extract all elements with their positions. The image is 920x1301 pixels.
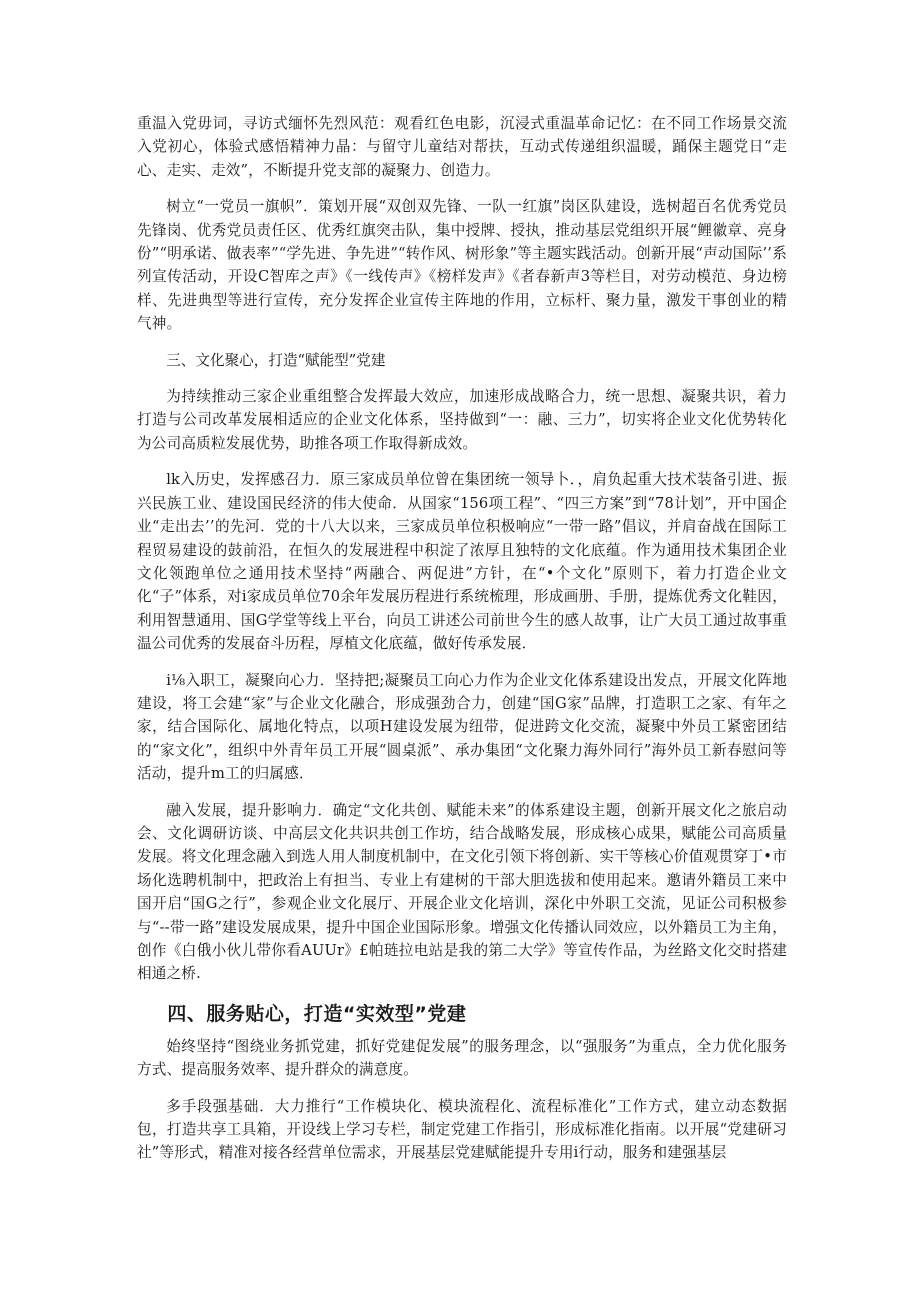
paragraph-culture-intro: 为持续推动三家企业重组整合发挥最大效应，加速形成战略合力，统一思想、凝聚共识，着力打造与公司改革发展相适应的企业文化体系，坚持做到“一：融、三力”，切实将企业文化优势转化为公司高质粒发展优势，助推各项工作取得新成效。 — [137, 388, 787, 452]
paragraph-foundation: 多手段强基础．大力推行“工作模块化、模块流程化、流程标准化”工作方式，建立动态数据包，打造共享工具箱，开设线上学习专栏，制定党建工作指引，形成标准化指南。以开展“党建研习社”等形式，精准对接各经营单位需求，开展基层党建赋能提升专用i行动，服务和建强基层 — [137, 1097, 787, 1162]
paragraph-service-intro: 始终坚持“图绕业务抓党建，抓好党建促发展”的服务理念，以“强服务”为重点，全力优化服务方式、提高服务效率、提升群众的满意度。 — [137, 1037, 787, 1079]
paragraph-continued: 重温入党毋词，寻访式缅怀先烈风范：观看红色电影，沉浸式重温革命记忆：在不同工作场景交流入党初心，体验式感悟精神力晶：与留守儿童结对帮扶，互动式传递组织温暖，踊保主题党日“走心、走实、走效”，不断提升党支部的凝聚力、创造力。 — [137, 115, 787, 179]
document-body — [137, 112, 787, 1178]
paragraph-history: lk入历史，发挥感召力．原三家成员单位曾在集团统一领导卜．，肩负起重大技术装备引进、振兴民族工业、建设国民经济的伟大使命．从国家“156项工程”、“四三方案”到“78计划”，开中国企业“走出去’’的先河．党的十八大以来，三家成员单位积极响应“一带一路”倡议，并肩奋战在国际工程贸易建设的鼓前沿，在恒久的发展进程中积淀了浓厚且独特的文化底蕴。作为通用技术集团企业文化领跑单位之通用技术坚持“两融合、两促进”方针，在“•个文化”原则下，着力打造企业文化“子”体系，对i家成员单位70余年发展历程进行系统梳理，形成画册、手册，提炼优秀文化鞋因，利用智慧通用、国G学堂等线上平台，向员工讲述公司前世今生的感人故事，让广大员工通过故事重温公司优秀的发展奋斗历程，厚植文化底蕴，做好传承发展． — [137, 471, 787, 653]
subheading-culture: 三、文化聚心，打造“赋能型”党建 — [166, 351, 386, 369]
paragraph-development: 融入发展，提升影响力．确定“文化共创、赋能未来”的体系建设主题，创新开展文化之旅启动会、文化调研访谈、中高层文化共识共创工作坊，结合战略发展，形成核心成果，赋能公司高质量发展。将文化理念融入到选人用人制度机制中，在文化引领下将创新、实干等核心价值观贯穿丁•市场化选聘机制中，把政治上有担当、专业上有建树的干部大胆选拔和使用起来。邀请外籍员工来中国开启“国G之行”，参观企业文化展厅、开展企业文化培训，深化中外职工交流，见证公司积极参与“--带一路”建设发展成果，提升中国企业国际形象。增强文化传播认同效应，以外籍员工为主角，创作《白俄小伙儿带你看AUUr》£帕琏拉电站是我的第二大学》等宣传作品，为丝路文化交时搭建相通之桥. — [137, 801, 787, 983]
section-heading-service: 四、服务贴心，打造“实效型”党建 — [167, 1002, 467, 1025]
paragraph-employees: i⅛入职工，凝聚向心力．坚持把;凝聚员工向心力作为企业文化体系建设出发点，开展文化阵地建设，将工会建“家”与企业文化融合，形成强劲合力，创建“国G家”品牌，打造职工之家、有年之家，结合国际化、属地化特点，以项H建设发展为纽带，促进跨文化交流，凝聚中外员工紧密团结的“家文化”，组织中外青年员工开展“圆桌派”、承办集团“文化聚力海外同行”海外员工新春慰问等活动，提升m工的归属感． — [137, 671, 787, 783]
paragraph-flag-bearer: 树立“一党员一旗帜”．策划开展“双创双先锋、一队一红旗”岗区队建设，选树超百名优秀党员先锋岗、优秀党员责任区、优秀红旗突击队，集中授牌、授执，推动基层党组织开展“鲤徽章、亮身份”“明承诺、做表率”“学先进、争先进”“转作风、树形象”等主题实践活动。创新开展“声动国际’’系列宣传活动，开设C智库之声》《一线传声》《榜样发声》《者春新声3等栏目，对劳动模范、身边榜样、先进典型等进行宣传，充分发挥企业宣传主阵地的作用，立标杆、聚力量，激发干事创业的精气神。 — [137, 198, 787, 333]
